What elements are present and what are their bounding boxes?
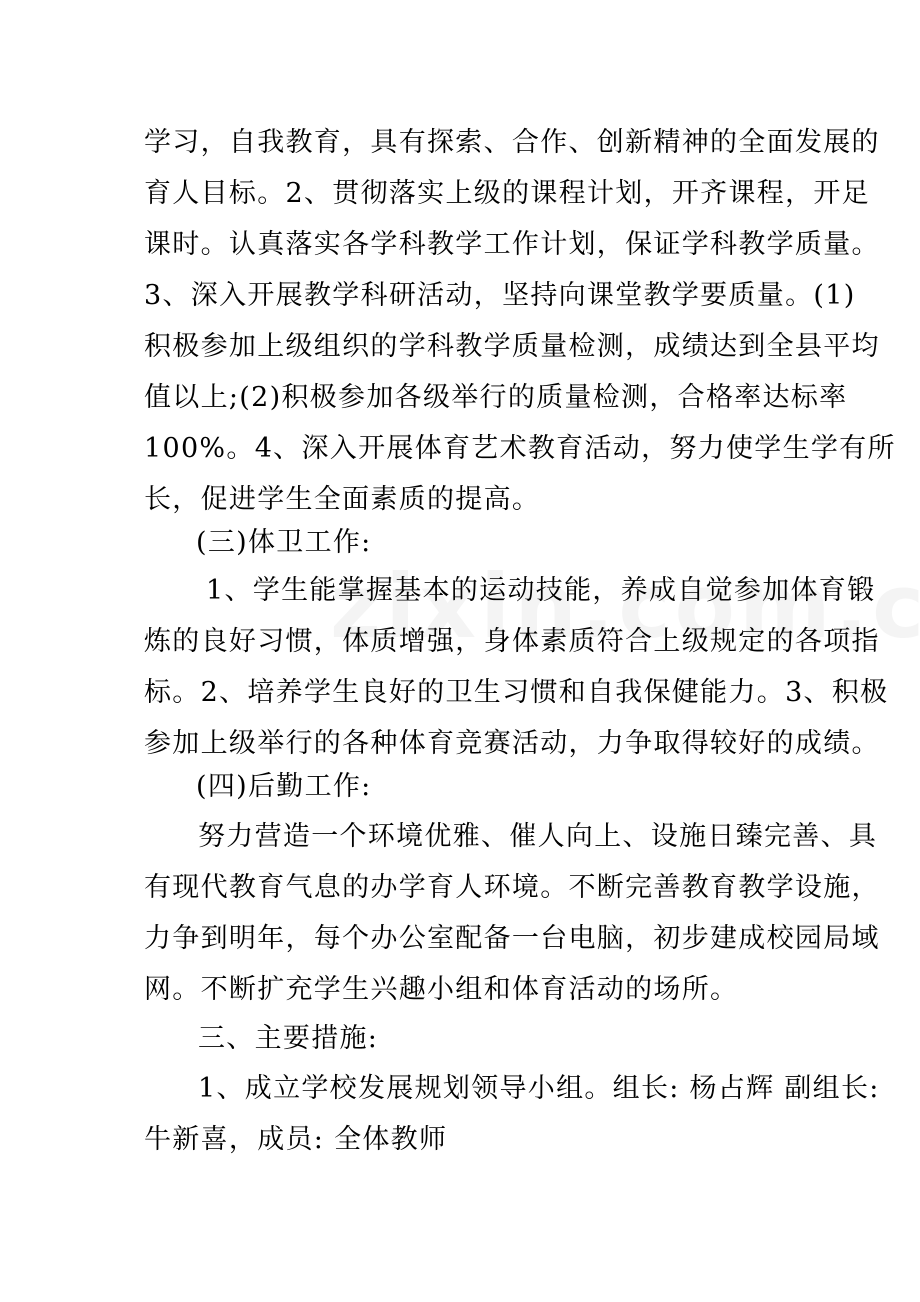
paragraph-line: 课时。认真落实各学科教学工作计划，保证学科教学质量。: [144, 229, 880, 260]
section-heading: (三)体卫工作:: [196, 527, 372, 558]
paragraph-line: 有现代教育气息的办学育人环境。不断完善教育教学设施，: [144, 872, 880, 903]
paragraph-line: 努力营造一个环境优雅、催人向上、设施日臻完善、具: [198, 821, 878, 852]
section-heading: (四)后勤工作:: [196, 771, 372, 802]
paragraph-line: 值以上;(2)积极参加各级举行的质量检测，合格率达标率: [144, 382, 848, 413]
paragraph-line: 参加上级举行的各种体育竞赛活动，力争取得较好的成绩。: [144, 728, 880, 759]
paragraph-line: 力争到明年，每个办公室配备一台电脑，初步建成校园局域: [144, 923, 880, 954]
paragraph-line: 3、深入开展教学科研活动，坚持向课堂教学要质量。(1): [144, 280, 856, 311]
paragraph-line: 标。2、培养学生良好的卫生习惯和自我保健能力。3、积极: [144, 677, 889, 708]
paragraph-line: 积极参加上级组织的学科教学质量检测，成绩达到全县平均: [144, 331, 880, 362]
paragraph-line: 育人目标。2、贯彻落实上级的课程计划，开齐课程，开足: [144, 178, 870, 209]
paragraph-line: 1、学生能掌握基本的运动技能，养成自觉参加体育锻: [206, 575, 876, 606]
paragraph-line: 100%。4、深入开展体育艺术教育活动，努力使学生学有所: [144, 433, 896, 464]
paragraph-line: 网。不断扩充学生兴趣小组和体育活动的场所。: [144, 974, 739, 1005]
section-heading: 三、主要措施:: [198, 1023, 379, 1054]
paragraph-line: 炼的良好习惯，体质增强，身体素质符合上级规定的各项指: [144, 626, 880, 657]
paragraph-line: 牛新喜，成员: 全体教师: [144, 1124, 448, 1155]
paragraph-line: 长，促进学生全面素质的提高。: [144, 484, 541, 515]
paragraph-line: 1、成立学校发展规划领导小组。组长: 杨占辉 副组长:: [198, 1073, 880, 1104]
paragraph-line: 学习，自我教育，具有探索、合作、创新精神的全面发展的: [144, 127, 880, 158]
